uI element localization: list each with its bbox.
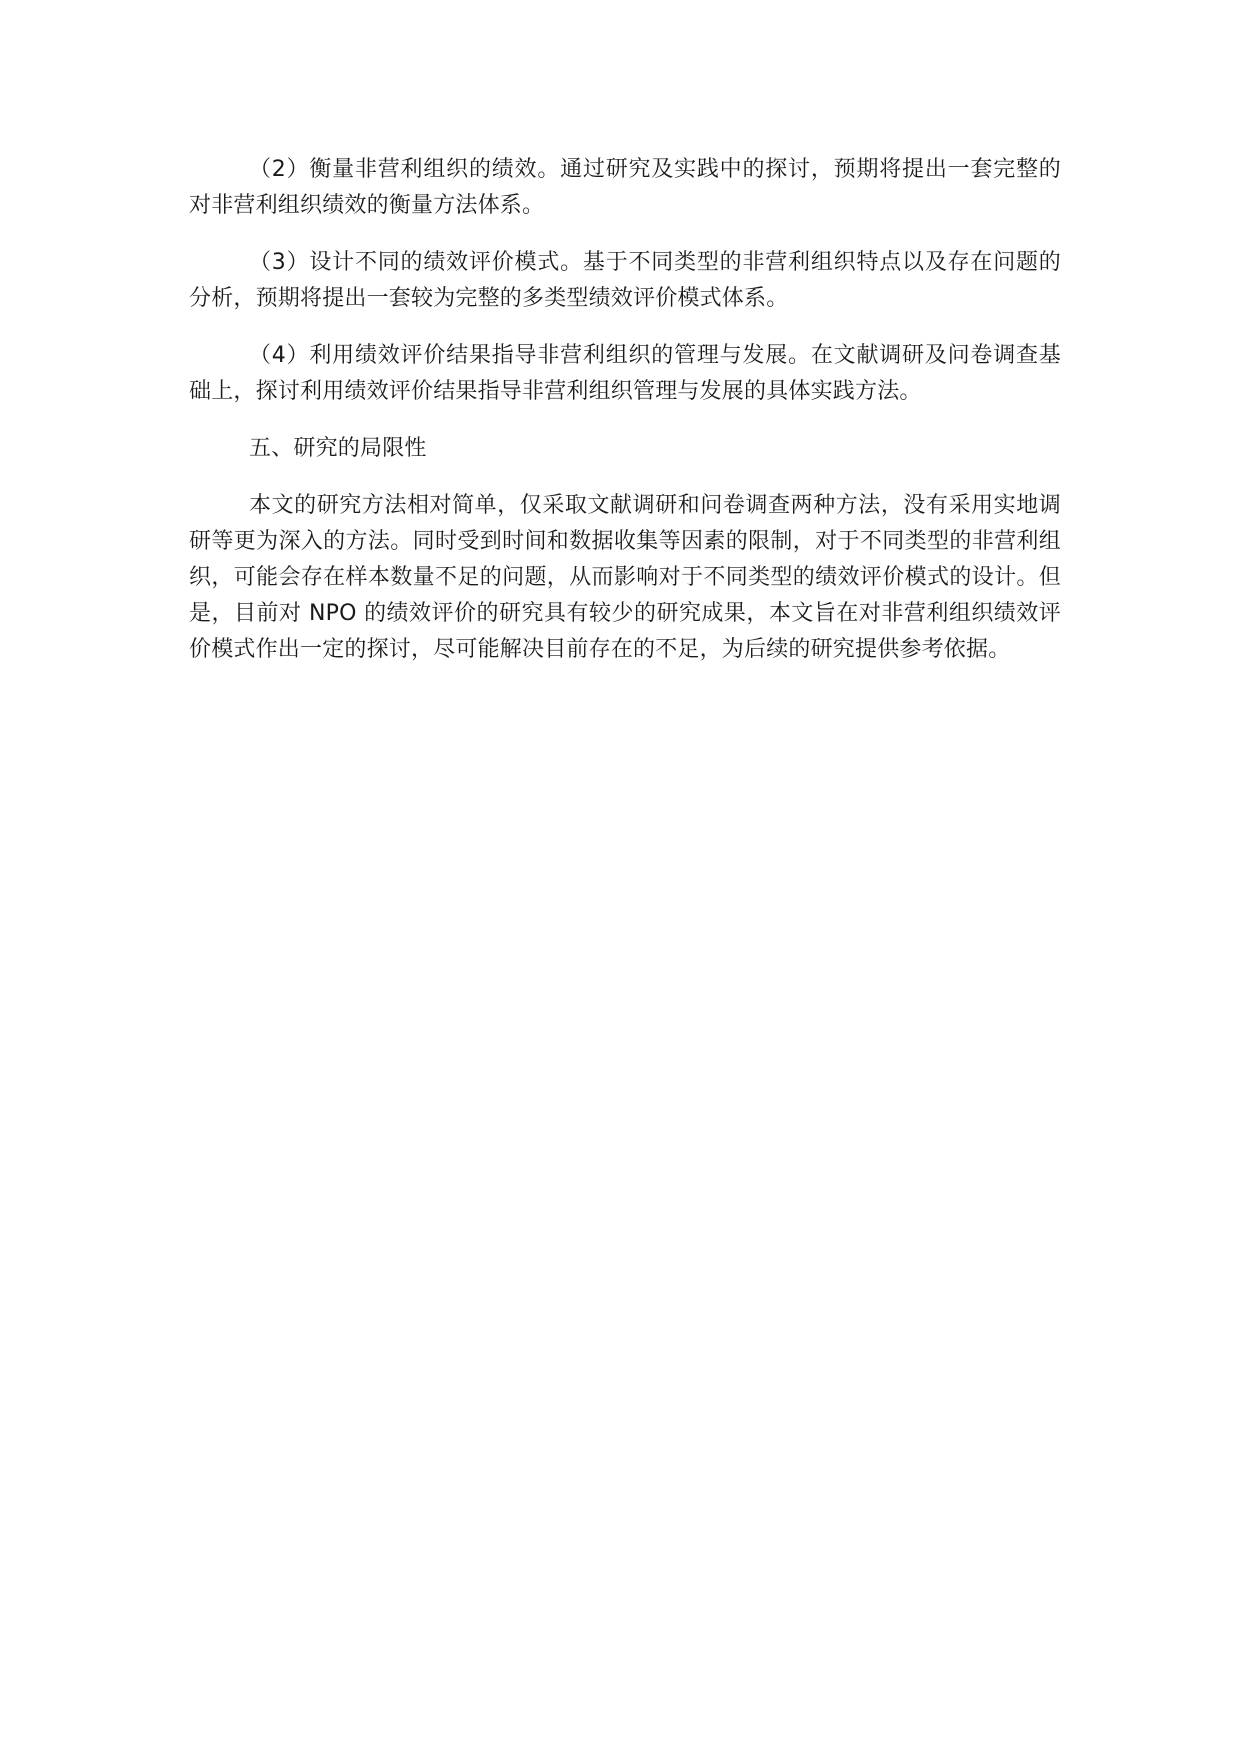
paragraph-item-2: （2）衡量非营利组织的绩效。通过研究及实践中的探讨，预期将提出一套完整的对非营利组织绩效的衡量方法体系。 (189, 157, 1061, 218)
limitations-paragraph: 本文的研究方法相对简单，仅采取文献调研和问卷调查两种方法，没有采用实地调研等更为深入的方法。同时受到时间和数据收集等因素的限制，对于不同类型的非营利组织，可能会存在样本数量不足的问题，从而影响对于不同类型的绩效评价模式的设计。但是，目前对 NPO 的绩效评价的研究具有较少的研究成果，本文旨在对非营利组织绩效评价模式作出一定的探讨，尽可能解决目前存在的不足，为后续的研究提供参考依据。 (189, 493, 1061, 662)
document-body (189, 152, 1061, 689)
section-heading: 五、研究的局限性 (249, 436, 427, 461)
paragraph-item-3: （3）设计不同的绩效评价模式。基于不同类型的非营利组织特点以及存在问题的分析，预期将提出一套较为完整的多类型绩效评价模式体系。 (189, 250, 1061, 311)
paragraph-item-4: （4）利用绩效评价结果指导非营利组织的管理与发展。在文献调研及问卷调查基础上，探讨利用绩效评价结果指导非营利组织管理与发展的具体实践方法。 (189, 343, 1061, 404)
